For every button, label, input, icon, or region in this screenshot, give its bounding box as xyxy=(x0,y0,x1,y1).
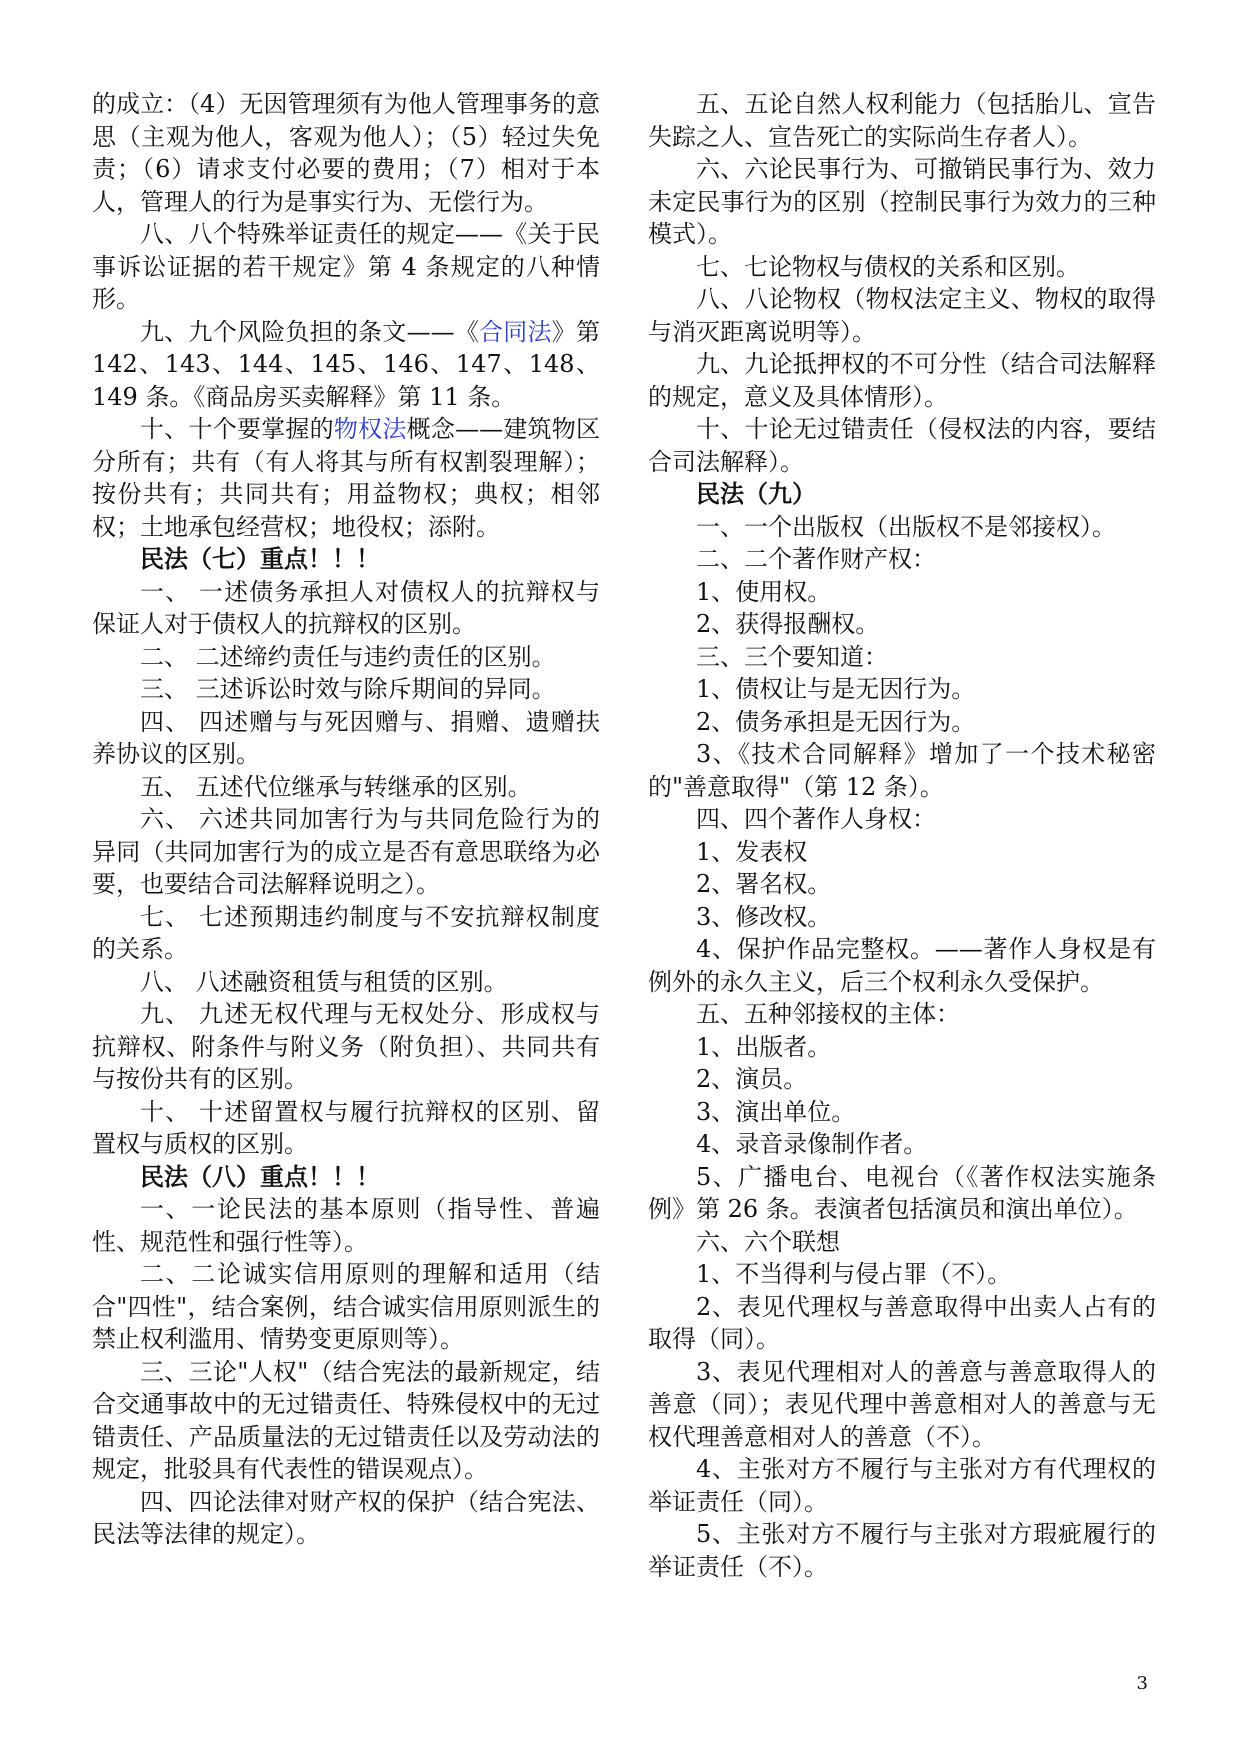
paragraph: 二、二论诚实信用原则的理解和适用（结合"四性"，结合案例，结合诚实信用原则派生的禁止权利滥用、情势变更原则等）。 xyxy=(92,1260,600,1353)
paragraph: 1、使用权。 xyxy=(696,577,832,606)
paragraph: 5、主张对方不履行与主张对方瑕疵履行的举证责任（不）。 xyxy=(648,1520,1156,1581)
paragraph: 四、 四述赠与与死因赠与、捐赠、遗赠扶养协议的区别。 xyxy=(92,707,600,768)
paragraph xyxy=(92,316,600,414)
paragraph: 三、 三述诉讼时效与除斥期间的异同。 xyxy=(140,675,556,703)
paragraph: 1、发表权 xyxy=(696,837,808,866)
section-heading: 民法（八）重点！！！ xyxy=(140,1161,380,1191)
paragraph: 三、三论"人权"（结合宪法的最新规定，结合交通事故中的无过错责任、特殊侵权中的无过错责任、产品质量法的无过错责任以及劳动法的规定，批驳具有代表性的错误观点）。 xyxy=(92,1357,600,1483)
paragraph: 九、九论抵押权的不可分性（结合司法解释的规定，意义及具体情形）。 xyxy=(648,350,1156,411)
paragraph: 一、一个出版权（出版权不是邻接权）。 xyxy=(696,512,1116,541)
law-link[interactable]: 合同法 xyxy=(479,317,552,346)
paragraph: 六、 六述共同加害行为与共同危险行为的异同（共同加害行为的成立是否有意思联络为必要，也要结合司法解释说明之）。 xyxy=(92,805,600,898)
paragraph: 四、四论法律对财产权的保护（结合宪法、民法等法律的规定）。 xyxy=(92,1487,600,1548)
paragraph: 二、 二述缔约责任与违约责任的区别。 xyxy=(140,642,556,671)
paragraph: 六、六论民事行为、可撤销民事行为、效力未定民事行为的区别（控制民事行为效力的三种模式）。 xyxy=(648,155,1156,248)
paragraph: 4、录音录像制作者。 xyxy=(696,1130,928,1158)
paragraph: 2、署名权。 xyxy=(696,870,832,898)
paragraph: 五、 五述代位继承与转继承的区别。 xyxy=(140,772,532,801)
paragraph: 九、 九述无权代理与无权处分、形成权与抗辩权、附条件与附义务（附负担）、共同共有与按份共有的区别。 xyxy=(92,1000,600,1093)
paragraph: 三、三个要知道： xyxy=(696,642,888,671)
paragraph: 3、演出单位。 xyxy=(696,1097,856,1126)
paragraph: 2、表见代理权与善意取得中出卖人占有的取得（同）。 xyxy=(648,1292,1156,1353)
paragraph: 3、表见代理相对人的善意与善意取得人的善意（同）；表见代理中善意相对人的善意与无权代理善意相对人的善意（不）。 xyxy=(648,1357,1156,1451)
paragraph: 3、修改权。 xyxy=(696,902,832,931)
paragraph: 八、八个特殊举证责任的规定——《关于民事诉讼证据的若干规定》第 4 条规定的八种情形。 xyxy=(92,220,600,313)
paragraph: 十、 十述留置权与履行抗辩权的区别、留置权与质权的区别。 xyxy=(92,1097,600,1158)
paragraph: 七、七论物权与债权的关系和区别。 xyxy=(696,252,1080,281)
paragraph-text: 概念——建筑物区分所有；共有（有人将其与所有权割裂理解）；按份共有；共同共有；用益物权；典权；相邻权；土地承包经营权；地役权；添附。 xyxy=(92,415,601,541)
paragraph: 2、获得报酬权。 xyxy=(696,610,880,638)
paragraph: 的成立：（4）无因管理须有为他人管理事务的意思（主观为他人，客观为他人）；（5）轻过失免责；（6）请求支付必要的费用；（7）相对于本人，管理人的行为是事实行为、无偿行为。 xyxy=(92,90,600,216)
paragraph: 2、债务承担是无因行为。 xyxy=(696,707,976,736)
left-column xyxy=(92,88,600,1551)
page-number: 3 xyxy=(1136,1673,1148,1694)
paragraph: 4、保护作品完整权。——著作人身权是有例外的永久主义，后三个权利永久受保护。 xyxy=(648,935,1156,996)
paragraph: 四、四个著作人身权： xyxy=(696,805,936,833)
paragraph: 八、八论物权（物权法定主义、物权的取得与消灭距离说明等）。 xyxy=(648,285,1156,346)
paragraph: 1、债权让与是无因行为。 xyxy=(696,675,976,703)
paragraph: 五、五种邻接权的主体： xyxy=(696,1000,960,1028)
paragraph xyxy=(92,413,600,543)
paragraph-text: 九、九个风险负担的条文——《 xyxy=(140,317,480,346)
paragraph: 1、不当得利与侵占罪（不）。 xyxy=(696,1260,1012,1288)
paragraph: 1、出版者。 xyxy=(696,1032,832,1061)
paragraph: 二、二个著作财产权： xyxy=(696,545,936,573)
section-heading: 民法（九） xyxy=(696,479,816,508)
paragraph: 4、主张对方不履行与主张对方有代理权的举证责任（同）。 xyxy=(648,1455,1156,1516)
right-column xyxy=(648,88,1156,1583)
paragraph-text: 十、十个要掌握的 xyxy=(140,415,334,443)
paragraph: 3、《技术合同解释》增加了一个技术秘密的"善意取得"（第 12 条）。 xyxy=(648,740,1156,801)
paragraph: 七、 七述预期违约制度与不安抗辩权制度的关系。 xyxy=(92,902,600,963)
paragraph: 八、 八述融资租赁与租赁的区别。 xyxy=(140,967,508,996)
paragraph: 2、演员。 xyxy=(696,1065,808,1093)
paragraph-text: 》第 142、143、144、145、146、147、148、149 条。《商品房买卖解释》第 11 条。 xyxy=(92,317,601,411)
paragraph: 一、一论民法的基本原则（指导性、普遍性、规范性和强行性等）。 xyxy=(92,1195,600,1256)
paragraph: 五、五论自然人权利能力（包括胎儿、宣告失踪之人、宣告死亡的实际尚生存者人）。 xyxy=(648,90,1156,151)
paragraph: 六、六个联想 xyxy=(696,1227,840,1256)
paragraph: 一、 一述债务承担人对债权人的抗辩权与保证人对于债权人的抗辩权的区别。 xyxy=(92,577,600,638)
paragraph: 十、十论无过错责任（侵权法的内容，要结合司法解释）。 xyxy=(648,415,1156,476)
law-link[interactable]: 物权法 xyxy=(333,415,407,443)
section-heading: 民法（七）重点！！！ xyxy=(140,544,380,573)
paragraph: 5、广播电台、电视台（《著作权法实施条例》第 26 条。表演者包括演员和演出单位）。 xyxy=(648,1162,1156,1223)
